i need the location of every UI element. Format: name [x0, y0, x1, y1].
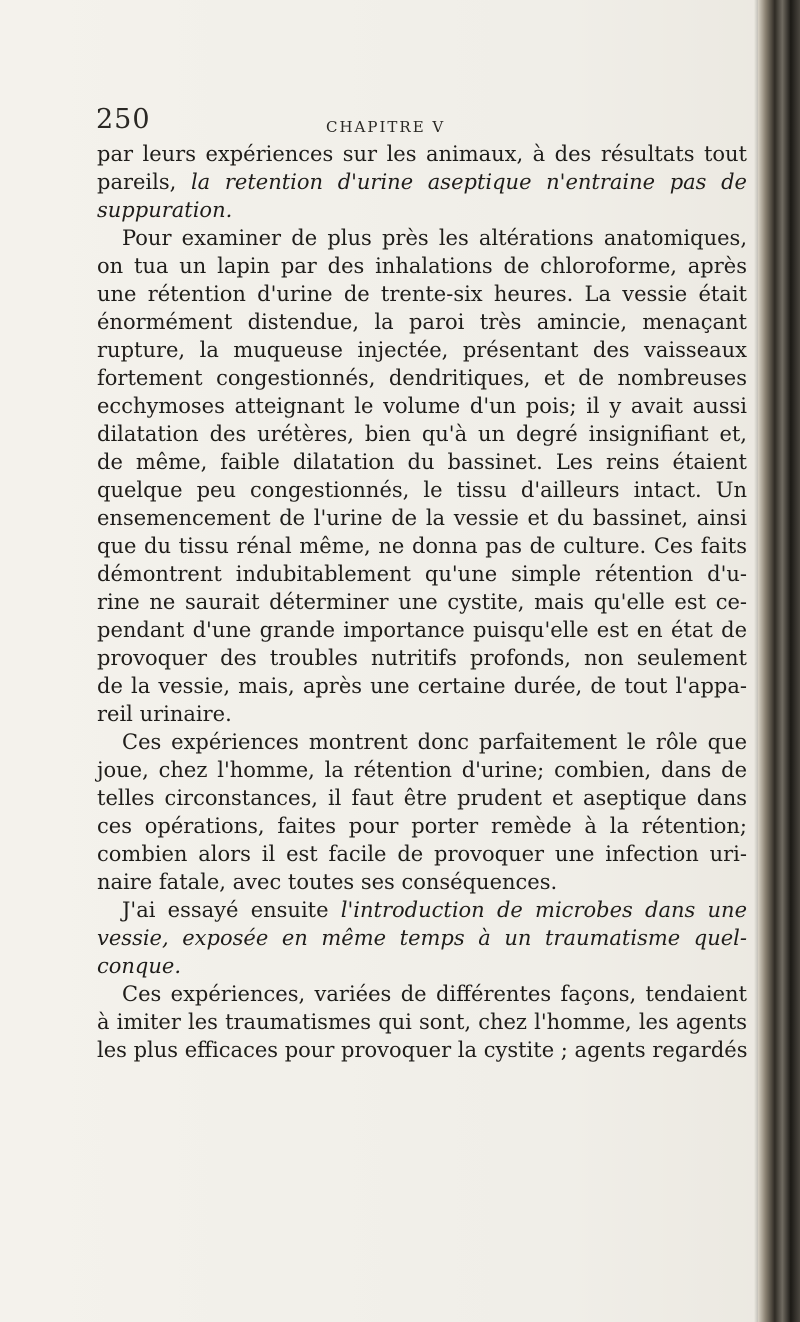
- italic-phrase: l'introduction de microbes dans une: [340, 898, 748, 922]
- text-line: conque.: [97, 954, 181, 978]
- text-line: ces opérations, faites pour porter remède à la rétention;: [97, 814, 747, 838]
- text-line: joue, chez l'homme, la rétention d'urine; combien, dans de: [97, 758, 747, 782]
- book-spine: [758, 0, 800, 1322]
- text-line: quelque peu congestionnés, le tissu d'ailleurs intact. Un: [97, 478, 747, 502]
- text-line: à imiter les traumatismes qui sont, chez l'homme, les agents: [97, 1010, 747, 1034]
- text-line: rupture, la muqueuse injectée, présentant des vaisseaux: [97, 338, 747, 362]
- text-line: ecchymoses atteignant le volume d'un pois; il y avait aussi: [97, 394, 747, 418]
- body-text: [97, 140, 747, 1064]
- text-line: ensemencement de l'urine de la vessie et du bassinet, ainsi: [97, 506, 747, 530]
- italic-phrase: la retention d'urine aseptique n'entraine pas de: [190, 170, 747, 194]
- page-number: 250: [96, 104, 151, 135]
- text-line: dilatation des urétères, bien qu'à un degré insignifiant et,: [97, 422, 747, 446]
- text-line: pendant d'une grande importance puisqu'elle est en état de: [97, 618, 747, 642]
- text-line: énormément distendue, la paroi très amincie, menaçant: [97, 310, 747, 334]
- text-line: on tua un lapin par des inhalations de chloroforme, après: [97, 254, 747, 278]
- text-line: vessie, exposée en même temps à un traumatisme quel-: [97, 926, 747, 950]
- paragraph-start-line: Ces expériences, variées de différentes façons, tendaient: [122, 982, 747, 1006]
- paragraph-start-line: Ces expériences montrent donc parfaitement le rôle que: [122, 730, 747, 754]
- text-line: telles circonstances, il faut être prudent et aseptique dans: [97, 786, 747, 810]
- text-line: une rétention d'urine de trente-six heures. La vessie était: [97, 282, 747, 306]
- text-line: provoquer des troubles nutritifs profonds, non seulement: [97, 646, 747, 670]
- text-line: rine ne saurait déterminer une cystite, mais qu'elle est ce-: [97, 590, 747, 614]
- paragraph-start-line: Pour examiner de plus près les altérations anatomiques,: [122, 226, 747, 250]
- text-line: de même, faible dilatation du bassinet. Les reins étaient: [97, 450, 747, 474]
- text-line: par leurs expériences sur les animaux, à des résultats tout: [97, 142, 747, 166]
- text-line: pareils, la retention d'urine aseptique n'entraine pas de: [97, 170, 747, 194]
- text-line: reil urinaire.: [97, 702, 232, 726]
- paragraph-start-line: J'ai essayé ensuite l'introduction de microbes dans une: [122, 898, 748, 922]
- chapter-title: CHAPITRE V: [326, 118, 446, 136]
- text-line: les plus efficaces pour provoquer la cystite ; agents regardés: [97, 1038, 748, 1062]
- running-head: [96, 104, 746, 144]
- text-line: suppuration.: [97, 198, 233, 222]
- text-line: que du tissu rénal même, ne donna pas de culture. Ces faits: [97, 534, 747, 558]
- text-line: combien alors il est facile de provoquer une infection uri-: [97, 842, 747, 866]
- text-line: de la vessie, mais, après une certaine durée, de tout l'appa-: [97, 674, 747, 698]
- text-line: fortement congestionnés, dendritiques, et de nombreuses: [97, 366, 747, 390]
- text-line: naire fatale, avec toutes ses conséquences.: [97, 870, 558, 894]
- text-line: démontrent indubitablement qu'une simple rétention d'u-: [97, 562, 747, 586]
